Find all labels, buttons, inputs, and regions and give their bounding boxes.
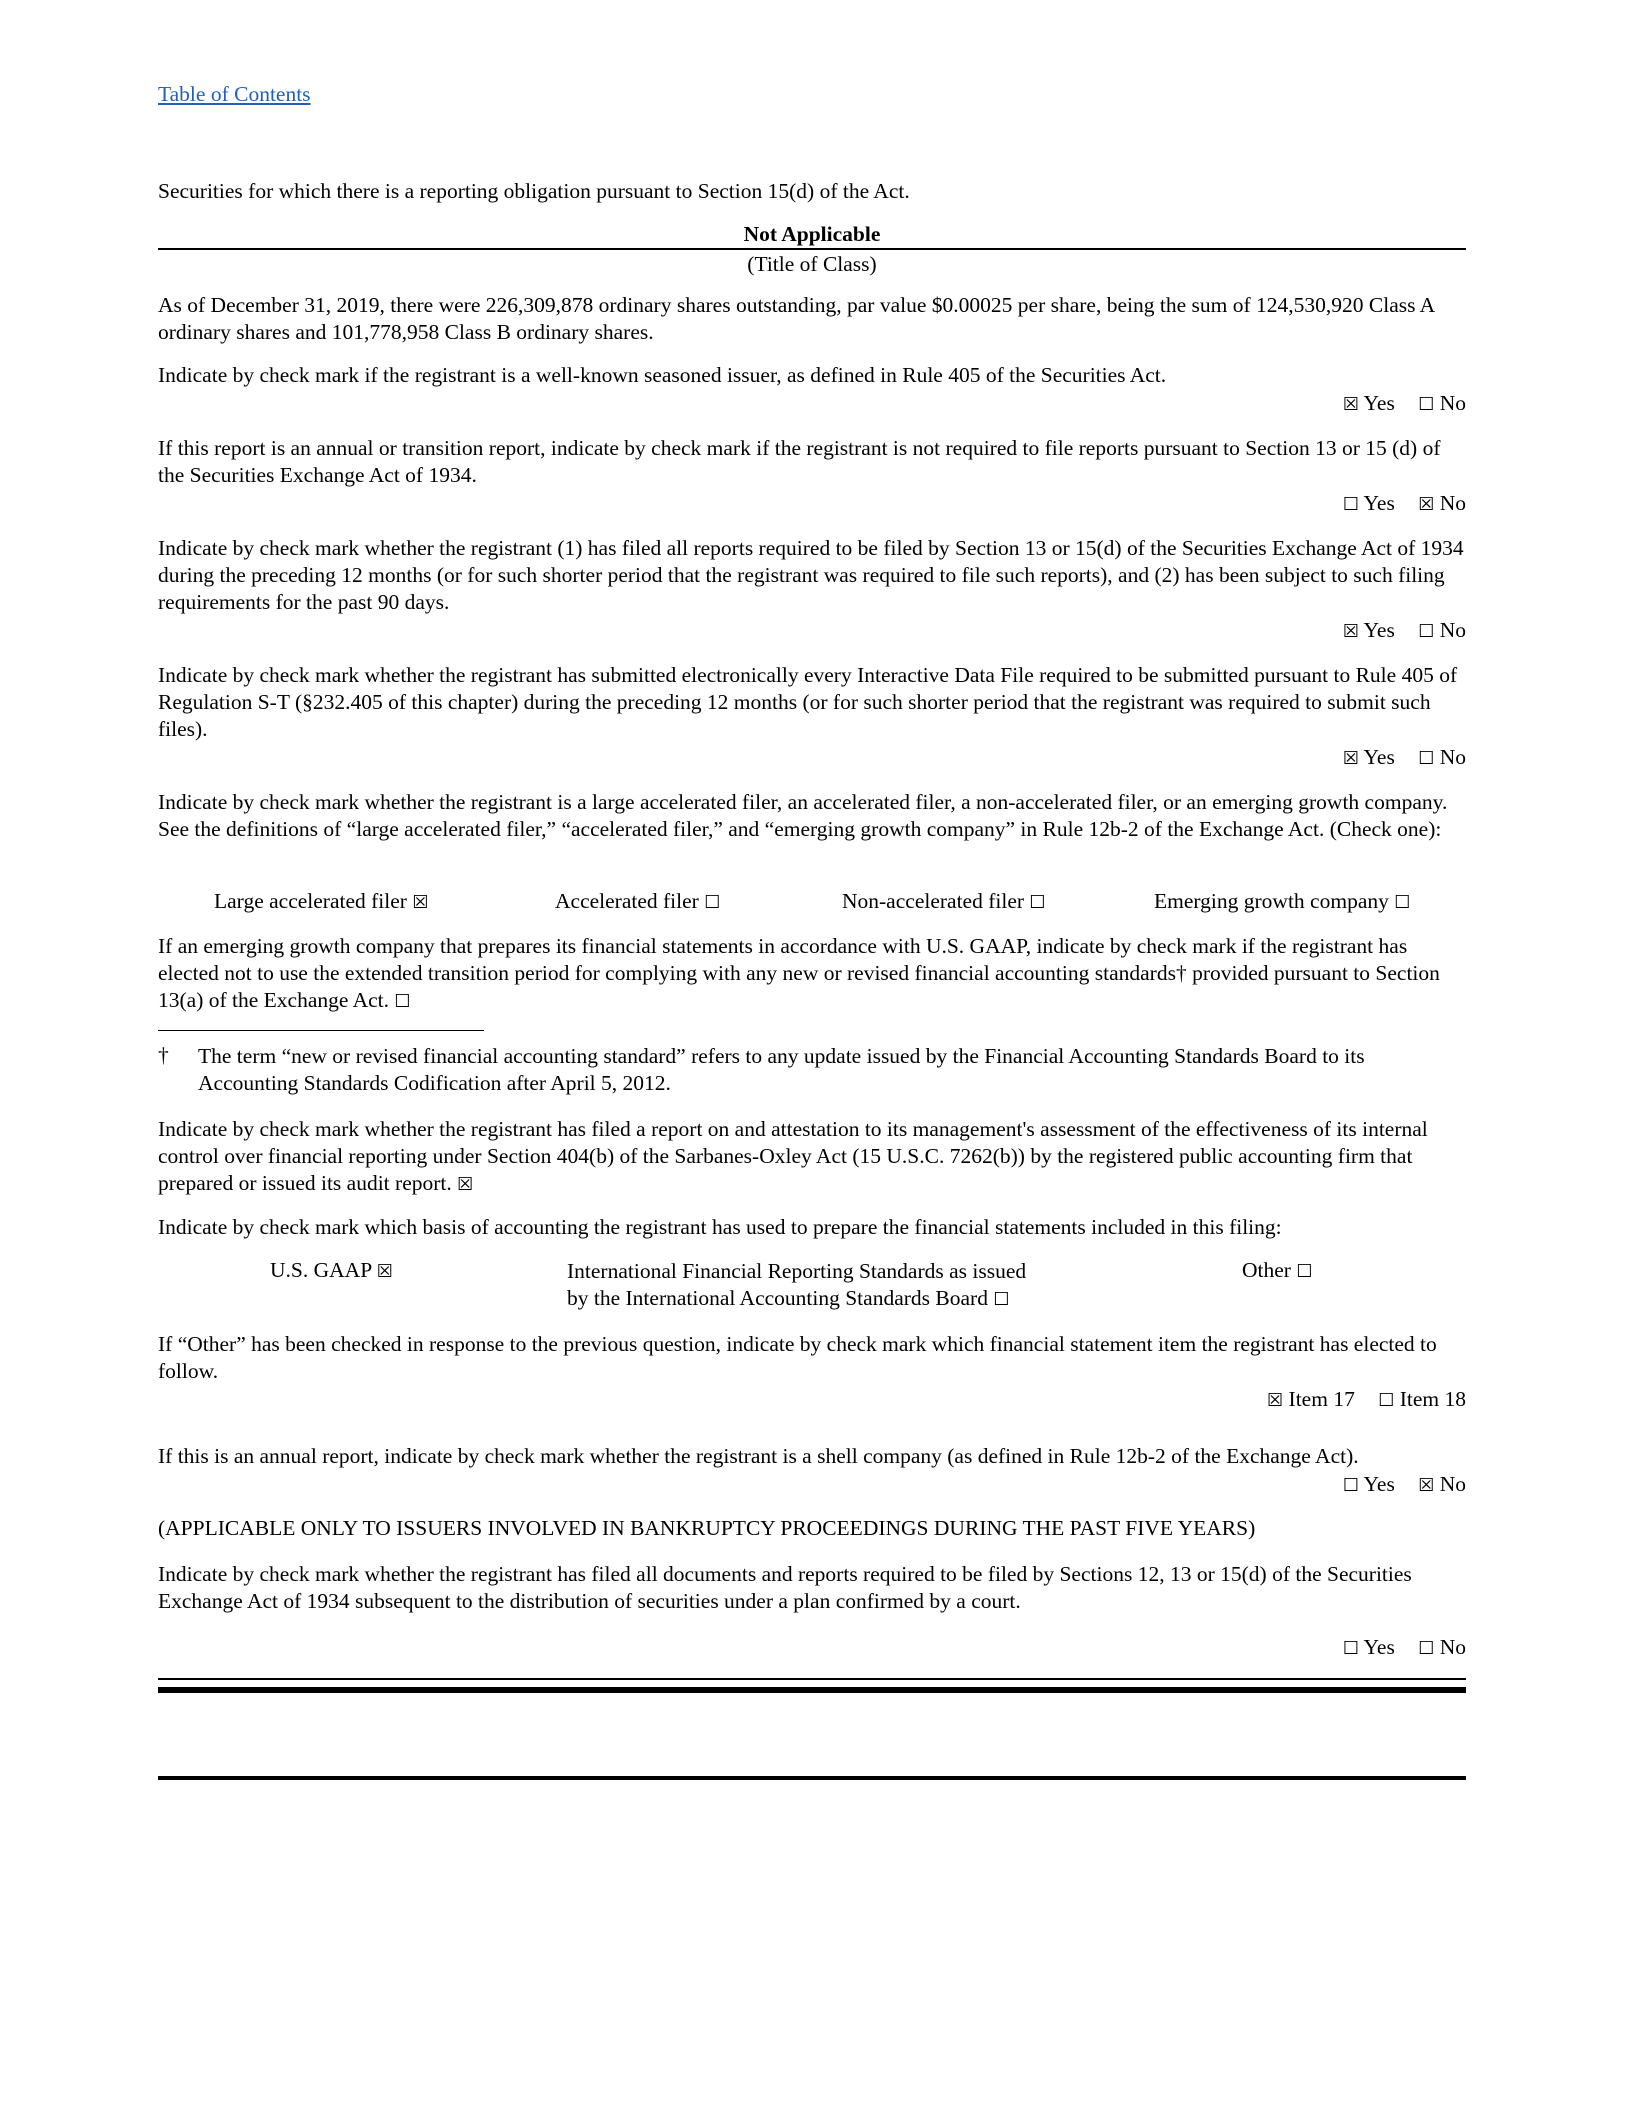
egc-question-text: If an emerging growth company that prepares its financial statements in accordance with U.S. GAAP, indicate by check mark if the registrant has elected not to use the extended transition period for complying with any new or revised financial accounting standards† provided pursuant to Section 13(a) of the Exchange Act. bbox=[158, 934, 1440, 1012]
filed-all-question: Indicate by check mark whether the registrant (1) has filed all reports required to be filed by Section 13 or 15(d) of the Securities Exchange Act of 1934 during the preceding 12 months (or for such shorter period that the registrant was required to file such reports), and (2) has been subject to such filing requirements for the past 90 days. bbox=[158, 536, 1464, 614]
bankruptcy-answer bbox=[1343, 1635, 1466, 1660]
filer-emerging-checkbox[interactable]: ☐ bbox=[1394, 892, 1411, 913]
sox-404b-checkbox[interactable]: ☒ bbox=[457, 1174, 474, 1195]
item18-checkbox[interactable]: ☐ bbox=[1378, 1390, 1395, 1411]
filer-emerging-label: Emerging growth company bbox=[1154, 889, 1389, 913]
filer-option-accelerated bbox=[555, 889, 720, 914]
filer-non-accelerated-checkbox[interactable]: ☐ bbox=[1029, 892, 1046, 913]
egc-question bbox=[158, 933, 1466, 1015]
filer-option-large bbox=[214, 889, 428, 914]
wksi-yes-checkbox[interactable]: ☒ bbox=[1342, 394, 1359, 415]
bankruptcy-yes-checkbox[interactable]: ☐ bbox=[1342, 1638, 1359, 1659]
filer-accelerated-label: Accelerated filer bbox=[555, 889, 699, 913]
filed-all-answer bbox=[1343, 618, 1466, 643]
interactive-data-question: Indicate by check mark whether the registrant has submitted electronically every Interactive Data File required to be submitted pursuant to Rule 405 of Regulation S-T (§232.405 of this chapter) during the preceding 12 months (or for such shorter period that the registrant was required to submit such files). bbox=[158, 663, 1458, 741]
interactive-data-answer bbox=[1343, 745, 1466, 770]
not-required-yes-checkbox[interactable]: ☐ bbox=[1342, 494, 1359, 515]
filed-all-no-checkbox[interactable]: ☐ bbox=[1418, 621, 1435, 642]
no-label: No bbox=[1439, 491, 1466, 515]
other-item-answer bbox=[1267, 1387, 1466, 1412]
basis-ifrs-line2 bbox=[567, 1285, 1010, 1313]
no-label: No bbox=[1439, 1472, 1466, 1496]
basis-other-label: Other bbox=[1242, 1258, 1291, 1282]
dagger-symbol: † bbox=[158, 1043, 169, 1067]
basis-ifrs-checkbox[interactable]: ☐ bbox=[993, 1289, 1010, 1310]
basis-ifrs bbox=[567, 1258, 1027, 1313]
wksi-answer bbox=[1343, 391, 1466, 416]
sox-404b-text: Indicate by check mark whether the registrant has filed a report on and attestation to its management's assessment of the effectiveness of its internal control over financial reporting under Section 404(b) of the Sarbanes-Oxley Act (15 U.S.C. 7262(b)) by the registered public accounting firm that prepared or issued its audit report. bbox=[158, 1117, 1428, 1195]
footnote-text: The term “new or revised financial accounting standard” refers to any update issued by the Financial Accounting Standards Board to its Accounting Standards Codification after April 5, 2012. bbox=[198, 1044, 1365, 1095]
filed-all-yes-checkbox[interactable]: ☒ bbox=[1342, 621, 1359, 642]
not-applicable-label: Not Applicable bbox=[743, 222, 881, 246]
egc-checkbox[interactable]: ☐ bbox=[394, 991, 411, 1012]
shares-outstanding-text: As of December 31, 2019, there were 226,309,878 ordinary shares outstanding, par value $0.00025 per share, being the sum of 124,530,920 Class A ordinary shares and 101,778,958 Class B ordinary shares. bbox=[158, 293, 1434, 344]
basis-ifrs-label-line2: by the International Accounting Standards Board bbox=[567, 1286, 988, 1310]
yes-label: Yes bbox=[1363, 745, 1395, 769]
document-page bbox=[158, 0, 1466, 2111]
page-bottom-rule bbox=[158, 1776, 1466, 1780]
filer-option-non-accelerated bbox=[842, 889, 1046, 914]
item17-checkbox[interactable]: ☒ bbox=[1267, 1390, 1284, 1411]
filer-type-question: Indicate by check mark whether the registrant is a large accelerated filer, an accelerated filer, a non-accelerated filer, or an emerging growth company. See the definitions of “large accelerated filer,” “accelerated filer,” and “emerging growth company” in Rule 12b-2 of the Exchange Act. (Check one): bbox=[158, 790, 1448, 841]
yes-label: Yes bbox=[1363, 618, 1395, 642]
title-of-class-caption: (Title of Class) bbox=[747, 252, 877, 276]
not-required-question: If this report is an annual or transition report, indicate by check mark if the registrant is not required to file reports pursuant to Section 13 or 15 (d) of the Securities Exchange Act of 1934. bbox=[158, 436, 1441, 487]
table-of-contents-link[interactable]: Table of Contents bbox=[158, 82, 311, 106]
shell-yes-checkbox[interactable]: ☐ bbox=[1342, 1475, 1359, 1496]
basis-gaap bbox=[270, 1258, 393, 1283]
basis-gaap-checkbox[interactable]: ☒ bbox=[376, 1261, 393, 1282]
no-label: No bbox=[1439, 618, 1466, 642]
sox-404b-question bbox=[158, 1116, 1466, 1198]
bankruptcy-heading: (APPLICABLE ONLY TO ISSUERS INVOLVED IN BANKRUPTCY PROCEEDINGS DURING THE PAST FIVE YEARS) bbox=[158, 1516, 1256, 1540]
basis-question: Indicate by check mark which basis of accounting the registrant has used to prepare the financial statements included in this filing: bbox=[158, 1215, 1282, 1239]
title-of-class-rule bbox=[158, 248, 1466, 250]
shell-company-question: If this is an annual report, indicate by check mark whether the registrant is a shell company (as defined in Rule 12b-2 of the Exchange Act). bbox=[158, 1444, 1359, 1468]
section-15d-text: Securities for which there is a reporting obligation pursuant to Section 15(d) of the Act. bbox=[158, 179, 910, 203]
yes-label: Yes bbox=[1363, 491, 1395, 515]
item17-label: Item 17 bbox=[1288, 1387, 1355, 1411]
no-label: No bbox=[1439, 745, 1466, 769]
basis-ifrs-label-line1: International Financial Reporting Standards as issued bbox=[567, 1259, 1027, 1283]
basis-other-checkbox[interactable]: ☐ bbox=[1296, 1261, 1313, 1282]
end-rule-thick bbox=[158, 1687, 1466, 1693]
filer-large-checkbox[interactable]: ☒ bbox=[412, 892, 429, 913]
not-required-answer bbox=[1343, 491, 1466, 516]
wksi-question: Indicate by check mark if the registrant is a well-known seasoned issuer, as defined in Rule 405 of the Securities Act. bbox=[158, 363, 1167, 387]
filer-accelerated-checkbox[interactable]: ☐ bbox=[704, 892, 721, 913]
no-label: No bbox=[1439, 1635, 1466, 1659]
interactive-no-checkbox[interactable]: ☐ bbox=[1418, 748, 1435, 769]
basis-gaap-label: U.S. GAAP bbox=[270, 1258, 372, 1282]
shell-company-answer bbox=[1343, 1472, 1466, 1497]
end-rule-thin bbox=[158, 1678, 1466, 1680]
no-label: No bbox=[1439, 391, 1466, 415]
yes-label: Yes bbox=[1363, 391, 1395, 415]
footnote-divider bbox=[158, 1030, 484, 1031]
wksi-no-checkbox[interactable]: ☐ bbox=[1418, 394, 1435, 415]
basis-other bbox=[1242, 1258, 1312, 1283]
shell-no-checkbox[interactable]: ☒ bbox=[1418, 1475, 1435, 1496]
yes-label: Yes bbox=[1363, 1635, 1395, 1659]
bankruptcy-question: Indicate by check mark whether the registrant has filed all documents and reports required to be filed by Sections 12, 13 or 15(d) of the Securities Exchange Act of 1934 subsequent to the distribution of securities under a plan confirmed by a court. bbox=[158, 1562, 1412, 1613]
bankruptcy-no-checkbox[interactable]: ☐ bbox=[1418, 1638, 1435, 1659]
other-item-question: If “Other” has been checked in response to the previous question, indicate by check mark which financial statement item the registrant has elected to follow. bbox=[158, 1332, 1437, 1383]
yes-label: Yes bbox=[1363, 1472, 1395, 1496]
interactive-yes-checkbox[interactable]: ☒ bbox=[1342, 748, 1359, 769]
filer-option-emerging bbox=[1154, 889, 1410, 914]
not-required-no-checkbox[interactable]: ☒ bbox=[1418, 494, 1435, 515]
filer-non-accelerated-label: Non-accelerated filer bbox=[842, 889, 1025, 913]
filer-large-label: Large accelerated filer bbox=[214, 889, 407, 913]
item18-label: Item 18 bbox=[1399, 1387, 1466, 1411]
